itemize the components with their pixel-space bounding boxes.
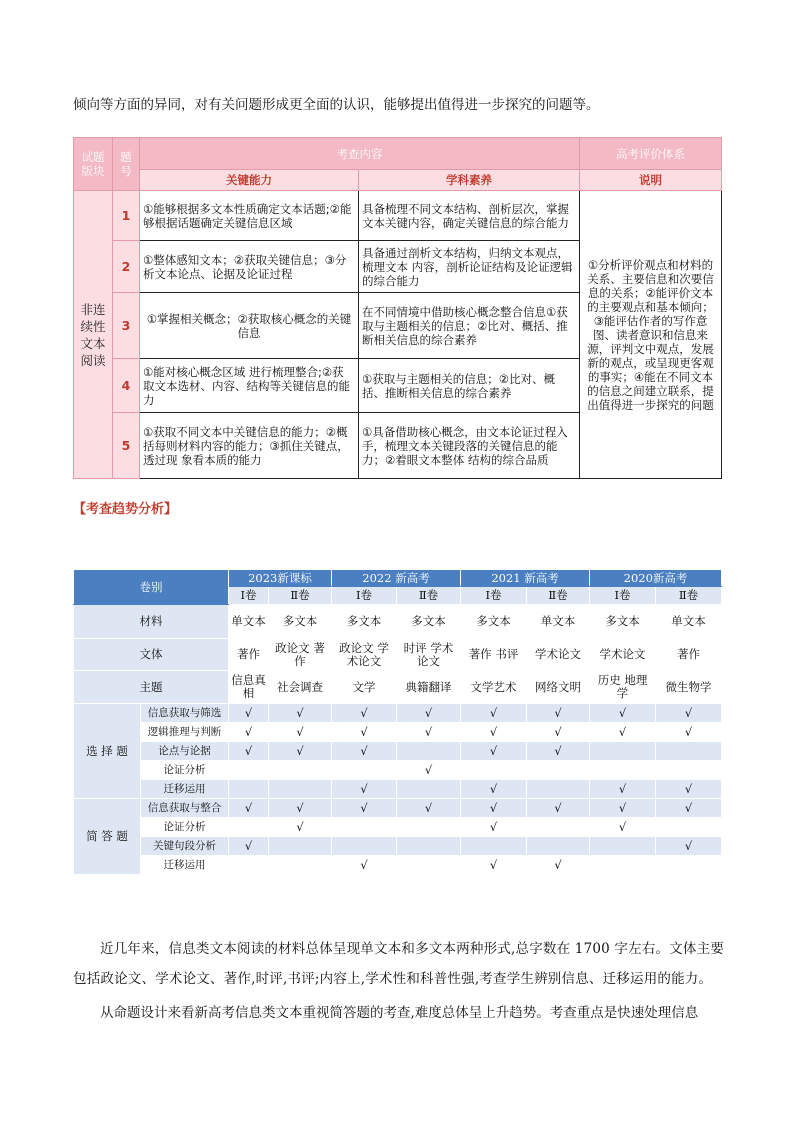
check-cell bbox=[461, 761, 527, 780]
check-cell bbox=[269, 780, 332, 799]
check-cell: √ bbox=[229, 704, 269, 723]
check-cell: √ bbox=[527, 742, 590, 761]
row-num: 3 bbox=[113, 293, 140, 359]
check-cell bbox=[656, 818, 722, 837]
ability-cell: ①整体感知文本；②获取关键信息；③分析文本论点、论据及论证过程 bbox=[140, 241, 359, 293]
check-cell bbox=[656, 856, 722, 875]
check-cell: √ bbox=[332, 780, 397, 799]
year-header: 2022 新高考 bbox=[332, 570, 461, 587]
info-cell: 著作 bbox=[229, 639, 269, 671]
check-cell bbox=[332, 818, 397, 837]
info-cell: 著作 bbox=[656, 639, 722, 671]
check-cell bbox=[229, 780, 269, 799]
check-cell: √ bbox=[656, 723, 722, 742]
check-cell: √ bbox=[397, 723, 461, 742]
corner-label: 卷别 bbox=[74, 570, 229, 605]
check-cell bbox=[527, 837, 590, 856]
year-header: 2021 新高考 bbox=[461, 570, 590, 587]
info-cell: 微生物学 bbox=[656, 671, 722, 704]
check-cell: √ bbox=[527, 799, 590, 818]
check-cell: √ bbox=[656, 780, 722, 799]
check-cell: √ bbox=[461, 799, 527, 818]
info-row-label: 主题 bbox=[74, 671, 229, 704]
paper-header: Ⅰ卷 bbox=[332, 587, 397, 605]
paper-header: Ⅱ卷 bbox=[527, 587, 590, 605]
check-cell: √ bbox=[229, 837, 269, 856]
skill-label: 论证分析 bbox=[141, 818, 229, 837]
assessment-table bbox=[73, 137, 722, 479]
check-cell: √ bbox=[590, 723, 656, 742]
check-cell bbox=[397, 856, 461, 875]
header-section: 试题版块 bbox=[74, 138, 113, 191]
check-cell: √ bbox=[269, 799, 332, 818]
check-cell bbox=[590, 837, 656, 856]
check-cell: √ bbox=[332, 742, 397, 761]
check-cell bbox=[397, 742, 461, 761]
info-cell: 多文本 bbox=[461, 605, 527, 639]
info-cell: 政论文 著作 bbox=[269, 639, 332, 671]
ability-cell: ①掌握相关概念；②获取核心概念的关键信息 bbox=[140, 293, 359, 359]
paragraph-2: 从命题设计来看新高考信息类文本重视简答题的考查,难度总体呈上升趋势。考查重点是快速处理信息 bbox=[100, 1005, 699, 1021]
check-cell bbox=[590, 761, 656, 780]
year-header: 2023新课标 bbox=[229, 570, 332, 587]
check-cell bbox=[397, 780, 461, 799]
check-cell bbox=[397, 818, 461, 837]
row-num: 5 bbox=[113, 413, 140, 479]
paragraph-1: 近几年来，信息类文本阅读的材料总体呈现单文本和多文本两种形式,总字数在 1700 字左右。文体主要包括政论文、学术论文、著作,时评,书评;内容上,学术性和科普性强,考查学生辨别信息、迁移运用的能力。 bbox=[73, 941, 725, 987]
info-cell: 政论文 学术论文 bbox=[332, 639, 397, 671]
check-cell bbox=[269, 856, 332, 875]
check-cell: √ bbox=[656, 837, 722, 856]
info-cell: 文学 bbox=[332, 671, 397, 704]
ability-cell: ①能够根据多文本性质确定文本话题;②能够根据话题确定关键信息区域 bbox=[140, 191, 359, 241]
check-cell: √ bbox=[269, 818, 332, 837]
paper-header: Ⅰ卷 bbox=[229, 587, 269, 605]
info-cell: 信息真相 bbox=[229, 671, 269, 704]
check-cell bbox=[332, 837, 397, 856]
header-num: 题号 bbox=[113, 138, 140, 191]
info-cell: 网络文明 bbox=[527, 671, 590, 704]
literacy-cell: 具备通过剖析文本结构，归纳文本观点，梳理文本 内容，剖析论证结构及论证逻辑的综合能力 bbox=[359, 241, 580, 293]
group-label: 选 择 题 bbox=[74, 704, 141, 799]
check-cell bbox=[332, 761, 397, 780]
check-cell: √ bbox=[590, 704, 656, 723]
skill-label: 信息获取与整合 bbox=[141, 799, 229, 818]
skill-label: 论点与论据 bbox=[141, 742, 229, 761]
header-note: 说明 bbox=[580, 170, 722, 191]
intro-line: 倾向等方面的异同，对有关问题形成更全面的认识，能够提出值得进一步探究的问题等。 bbox=[73, 97, 600, 113]
check-cell: √ bbox=[461, 723, 527, 742]
info-cell: 时评 学术论文 bbox=[397, 639, 461, 671]
check-cell: √ bbox=[332, 723, 397, 742]
check-cell bbox=[229, 818, 269, 837]
info-cell: 典籍翻译 bbox=[397, 671, 461, 704]
check-cell bbox=[527, 761, 590, 780]
check-cell bbox=[527, 780, 590, 799]
skill-label: 迁移运用 bbox=[141, 780, 229, 799]
skill-label: 逻辑推理与判断 bbox=[141, 723, 229, 742]
check-cell: √ bbox=[527, 723, 590, 742]
check-cell bbox=[229, 856, 269, 875]
check-cell: √ bbox=[461, 704, 527, 723]
check-cell: √ bbox=[229, 723, 269, 742]
ability-cell: ①能对核心概念区域 进行梳理整合;②获取文本选材、内容、结构等关键信息的能力 bbox=[140, 359, 359, 413]
trend-table bbox=[73, 569, 722, 875]
check-cell: √ bbox=[461, 818, 527, 837]
check-cell: √ bbox=[229, 799, 269, 818]
check-cell: √ bbox=[527, 856, 590, 875]
info-cell: 多文本 bbox=[397, 605, 461, 639]
check-cell: √ bbox=[590, 818, 656, 837]
info-cell: 学术论文 bbox=[527, 639, 590, 671]
paper-header: Ⅱ卷 bbox=[269, 587, 332, 605]
check-cell: √ bbox=[397, 761, 461, 780]
literacy-cell: 在不同情境中借助核心概念整合信息①获取与主题相关的信息；②比对、概括、推断相关信息的综合素养 bbox=[359, 293, 580, 359]
check-cell bbox=[269, 837, 332, 856]
skill-label: 论证分析 bbox=[141, 761, 229, 780]
check-cell: √ bbox=[269, 723, 332, 742]
check-cell: √ bbox=[461, 780, 527, 799]
check-cell: √ bbox=[656, 799, 722, 818]
info-cell: 社会调查 bbox=[269, 671, 332, 704]
info-row-label: 文体 bbox=[74, 639, 229, 671]
info-cell: 单文本 bbox=[527, 605, 590, 639]
check-cell: √ bbox=[590, 799, 656, 818]
check-cell: √ bbox=[656, 704, 722, 723]
paper-header: Ⅱ卷 bbox=[397, 587, 461, 605]
info-cell: 多文本 bbox=[269, 605, 332, 639]
header-content: 考查内容 bbox=[140, 138, 580, 170]
paper-header: Ⅰ卷 bbox=[461, 587, 527, 605]
check-cell: √ bbox=[269, 742, 332, 761]
ability-cell: ①获取不同文本中关键信息的能力；②概括每则材料内容的能力；③抓住关键点，透过现 象看本质的能力 bbox=[140, 413, 359, 479]
literacy-cell: ①具备借助核心概念，由文本论证过程入手，梳理文本关键段落的关键信息的能力；②着眼文本整体 结构的综合品质 bbox=[359, 413, 580, 479]
info-cell: 单文本 bbox=[229, 605, 269, 639]
check-cell: √ bbox=[332, 856, 397, 875]
info-cell: 著作 书评 bbox=[461, 639, 527, 671]
check-cell bbox=[527, 818, 590, 837]
check-cell: √ bbox=[461, 742, 527, 761]
header-ability: 关键能力 bbox=[140, 170, 359, 191]
paper-header: Ⅰ卷 bbox=[590, 587, 656, 605]
check-cell bbox=[461, 837, 527, 856]
check-cell: √ bbox=[269, 704, 332, 723]
check-cell: √ bbox=[397, 704, 461, 723]
info-cell: 单文本 bbox=[656, 605, 722, 639]
check-cell bbox=[397, 837, 461, 856]
paper-header: Ⅱ卷 bbox=[656, 587, 722, 605]
check-cell: √ bbox=[229, 742, 269, 761]
skill-label: 信息获取与筛选 bbox=[141, 704, 229, 723]
check-cell bbox=[656, 742, 722, 761]
check-cell bbox=[229, 761, 269, 780]
section-heading: 【考查趋势分析】 bbox=[73, 502, 178, 517]
header-system: 高考评价体系 bbox=[580, 138, 722, 170]
row-num: 4 bbox=[113, 359, 140, 413]
check-cell bbox=[590, 742, 656, 761]
note-cell: ①分析评价观点和材料的关系、主要信息和次要信息的关系；②能评价文本的主要观点和基本倾向；③能评估作者的写作意图、读者意识和信息来源，评判文中观点，发展新的观点，或呈现更客观的事实；④能在不同文本的信息之间建立联系，提出值得进一步探究的问题 bbox=[580, 191, 722, 479]
section-label: 非连续性文本阅读 bbox=[74, 191, 113, 479]
check-cell: √ bbox=[590, 780, 656, 799]
row-num: 1 bbox=[113, 191, 140, 241]
check-cell: √ bbox=[461, 856, 527, 875]
info-row-label: 材料 bbox=[74, 605, 229, 639]
row-num: 2 bbox=[113, 241, 140, 293]
group-label: 简 答 题 bbox=[74, 799, 141, 875]
literacy-cell: 具备梳理不同文本结构、剖析层次，掌握文本关键内容，确定关键信息的综合能力 bbox=[359, 191, 580, 241]
header-literacy: 学科素养 bbox=[359, 170, 580, 191]
check-cell bbox=[269, 761, 332, 780]
year-header: 2020新高考 bbox=[590, 570, 722, 587]
info-cell: 文学艺术 bbox=[461, 671, 527, 704]
info-cell: 学术论文 bbox=[590, 639, 656, 671]
check-cell bbox=[656, 761, 722, 780]
check-cell: √ bbox=[332, 704, 397, 723]
info-cell: 多文本 bbox=[332, 605, 397, 639]
skill-label: 迁移运用 bbox=[141, 856, 229, 875]
info-cell: 多文本 bbox=[590, 605, 656, 639]
check-cell: √ bbox=[527, 704, 590, 723]
check-cell bbox=[590, 856, 656, 875]
info-cell: 历史 地理学 bbox=[590, 671, 656, 704]
literacy-cell: ①获取与主题相关的信息；②比对、概括、推断相关信息的综合素养 bbox=[359, 359, 580, 413]
check-cell: √ bbox=[332, 799, 397, 818]
skill-label: 关键句段分析 bbox=[141, 837, 229, 856]
check-cell: √ bbox=[397, 799, 461, 818]
